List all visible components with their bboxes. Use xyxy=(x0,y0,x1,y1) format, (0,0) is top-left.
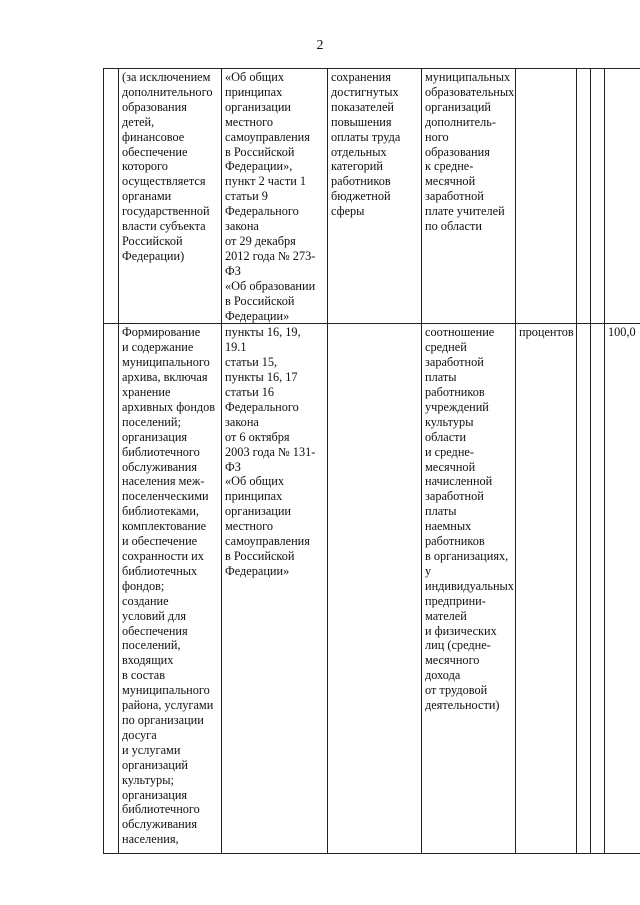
table-cell-empty xyxy=(577,69,591,324)
cell-goal xyxy=(328,324,422,854)
cell-legal-basis: пункты 16, 19, 19.1 статьи 15, пункты 16, 17 статьи 16 Федерального закона от 6 октября 2003 года № 131-ФЗ «Об общих принципах организации местного самоуправления в Российской Федерации» xyxy=(222,324,328,854)
table-cell-index xyxy=(104,69,119,324)
page-number: 2 xyxy=(316,38,324,53)
table-cell-index xyxy=(104,324,119,854)
cell-authority: (за исключением дополнительного образования детей, финансовое обеспечение которого осуществляется органами государственной власти субъекта Российской Федерации) xyxy=(119,69,222,324)
cell-indicator: муниципальных образовательных организаций дополнитель- ного образования к средне- месячной заработной плате учителей по области xyxy=(422,69,516,324)
table-cell-empty xyxy=(591,324,605,854)
cell-legal-basis: «Об общих принципах организации местного самоуправления в Российской Федерации», пункт 2 части 1 статьи 9 Федерального закона от 29 декабря 2012 года № 273-ФЗ «Об образовании в Российской Федерации» xyxy=(222,69,328,324)
cell-value xyxy=(605,69,640,324)
cell-indicator: соотношение средней заработной платы работников учреждений культуры области и средне- месячной начисленной заработной платы наемных работников в организациях, у индивидуальных предприни- мателей и физических лиц (средне- месячного дохода от трудовой деятельности) xyxy=(422,324,516,854)
table-row xyxy=(104,69,640,324)
table-cell-empty xyxy=(591,69,605,324)
cell-unit xyxy=(516,69,577,324)
cell-goal: сохранения достигнутых показателей повышения оплаты труда отдельных категорий работников бюджетной сферы xyxy=(328,69,422,324)
table-cell-empty xyxy=(577,324,591,854)
table-row xyxy=(104,324,640,854)
cell-authority: Формирование и содержание муниципального архива, включая хранение архивных фондов поселений; организация библиотечного обслуживания населения меж- поселенческими библиотеками, комплектование и обеспечение сохранности их библиотечных фондов; создание условий для обеспечения поселений, входящих в состав муниципального района, услугами по организации досуга и услугами организаций культуры; организация библиотечного обслуживания населения, xyxy=(119,324,222,854)
cell-value: 100,0 xyxy=(605,324,640,854)
cell-unit: процентов xyxy=(516,324,577,854)
indicators-table xyxy=(103,68,640,854)
